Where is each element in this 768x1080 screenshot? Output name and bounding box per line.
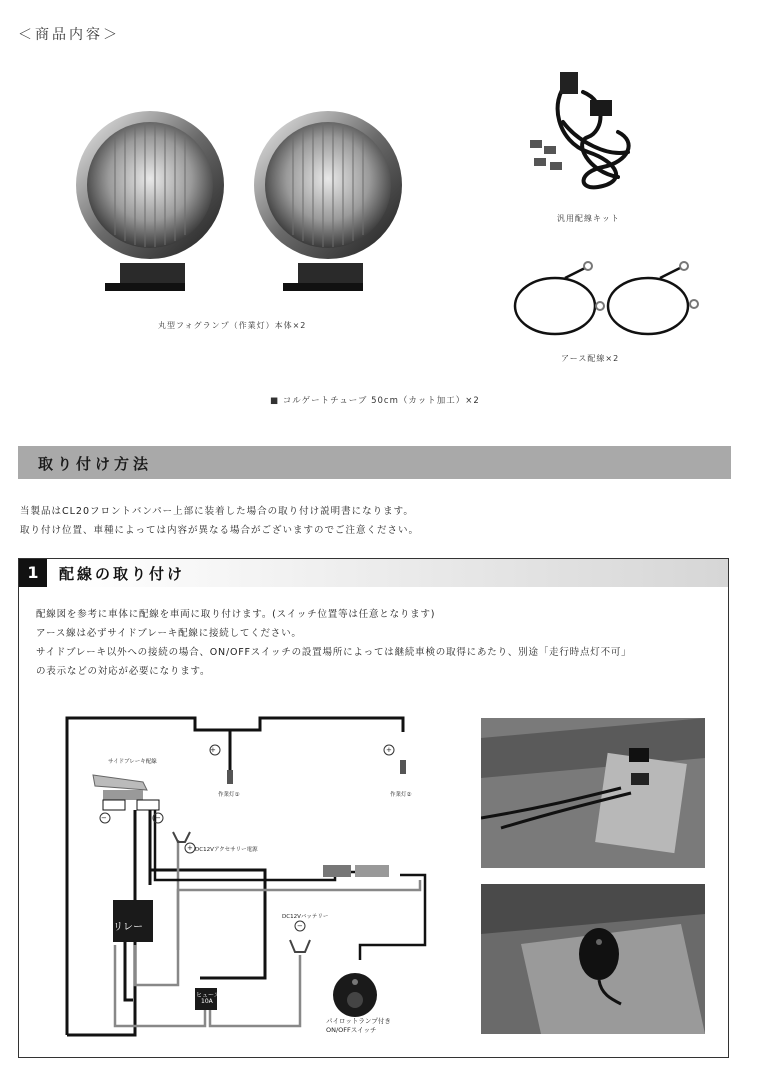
switch-label-1: パイロットランプ付き <box>326 1017 391 1025</box>
step-line-1: 配線図を参考に車体に配線を車両に取り付けます。(スイッチ位置等は任意となります) <box>36 609 436 620</box>
kit-caption: 汎用配線キット <box>557 214 620 223</box>
relay-label: リレー <box>113 922 143 933</box>
install-photo-wiring <box>481 718 705 868</box>
lamp1-label: 作業灯① <box>218 792 240 798</box>
fog-lamp-2 <box>254 111 402 291</box>
fuse-label-2: 10A <box>201 998 213 1005</box>
acc-power-label: DC12Vアクセサリー電源 <box>195 847 258 853</box>
step-1-header <box>19 559 728 587</box>
step-title: 配線の取り付け <box>59 565 186 583</box>
tube-caption: ■ コルゲートチューブ 50cm（カット加工）×2 <box>270 396 480 406</box>
lamp-caption: 丸型フォグランプ（作業灯）本体×2 <box>158 321 307 330</box>
method-header <box>18 446 731 479</box>
plus-sign-2: + <box>386 746 392 754</box>
contents-title: ＜商品内容＞ <box>18 27 120 43</box>
minus-sign-battery: − <box>297 922 303 930</box>
fog-lamps-image <box>75 105 415 305</box>
wiring-kit-image <box>528 62 658 197</box>
step-line-4: の表示などの対応が必要になります。 <box>36 666 211 677</box>
minus-sign-2: − <box>155 814 161 822</box>
plus-sign-1: + <box>210 746 216 754</box>
step-line-2: アース線は必ずサイドブレーキ配線に接続してください。 <box>36 628 302 639</box>
lamp2-label: 作業灯② <box>390 792 412 798</box>
fog-lamp-1 <box>76 111 224 291</box>
battery-label: DC12Vバッテリー <box>282 914 329 920</box>
intro-line-1: 当製品はCL20フロントバンパー上部に装着した場合の取り付け説明書になります。 <box>20 506 414 517</box>
switch-label-2: ON/OFFスイッチ <box>326 1026 377 1034</box>
intro-line-2: 取り付け位置、車種によっては内容が異なる場合がございますのでご注意ください。 <box>20 525 420 536</box>
install-photo-switch <box>481 884 705 1034</box>
minus-sign-1: − <box>101 814 107 822</box>
plus-sign-acc: + <box>187 844 193 852</box>
side-brake-label: サイドブレーキ配線 <box>108 759 157 765</box>
step-number: 1 <box>19 559 47 587</box>
step-line-3: サイドブレーキ以外への接続の場合、ON/OFFスイッチの設置場所によっては継続車検の取得にあたり、別途「走行時点灯不可」 <box>36 647 632 658</box>
earth-caption: アース配線×2 <box>561 354 620 363</box>
fuse-label-1: ヒューズ <box>196 992 220 999</box>
earth-wires-image <box>510 258 710 343</box>
method-title: 取り付け方法 <box>38 455 153 473</box>
